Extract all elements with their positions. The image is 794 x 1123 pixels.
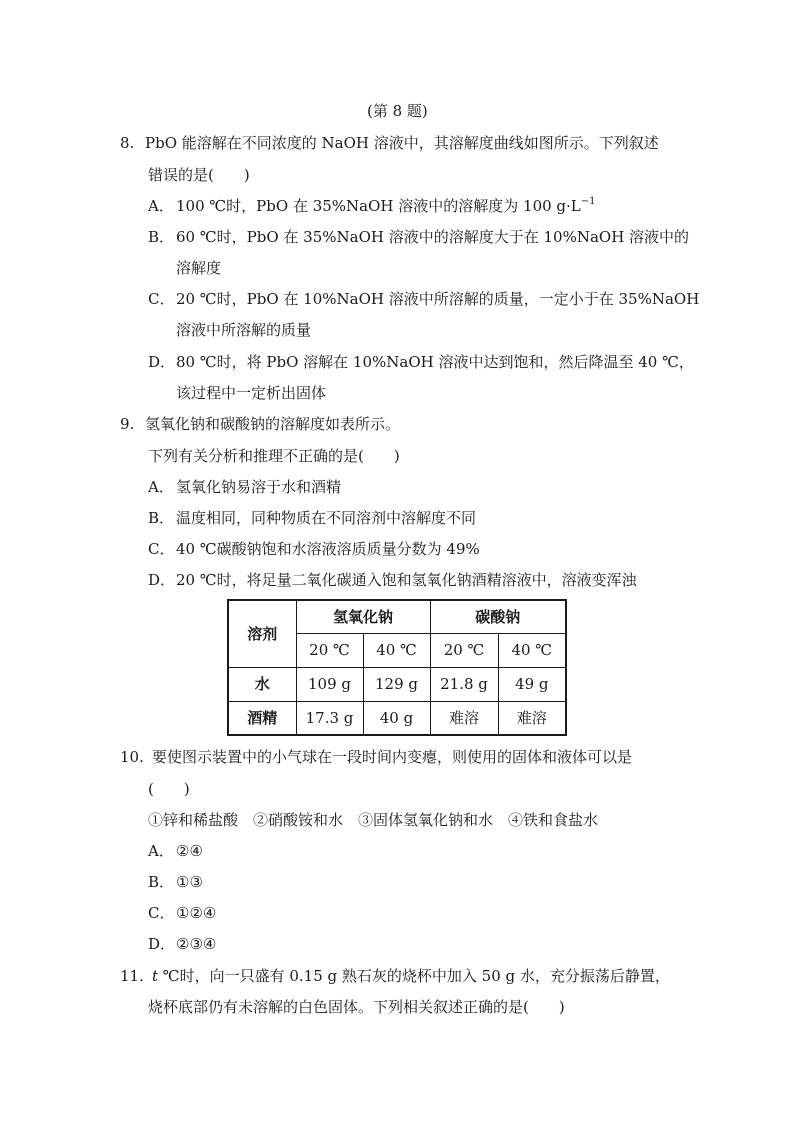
q9-number: 9. <box>120 415 135 433</box>
q10-option-d-label: D． <box>148 935 176 953</box>
q8-option-d-line-2: 该过程中一定析出固体 <box>176 384 327 402</box>
q9-option-d-text: 20 ℃时，将足量二氧化碳通入饱和氢氧化钠酒精溶液中，溶液变浑浊 <box>176 571 637 589</box>
q8-option-c-line-2: 溶液中所溶解的质量 <box>176 321 312 339</box>
q8-option-b-line-2: 溶解度 <box>176 259 222 277</box>
q8-option-a-main: 100 ℃时，PbO 在 35%NaOH 溶液中的溶解度为 100 g·L <box>176 197 581 215</box>
q11-number: 11. <box>120 967 144 985</box>
q11-stem-line-2: 烧杯底部仍有未溶解的白色固体。下列相关叙述正确的是( ) <box>148 998 565 1016</box>
q11-stem-line-1-text: ℃时，向一只盛有 0.15 g 熟石灰的烧杯中加入 50 g 水，充分振荡后静置， <box>158 967 670 985</box>
q10-option-b-label: B． <box>148 873 175 891</box>
table-cell: 难溶 <box>430 701 498 735</box>
q8-number: 8. <box>120 134 135 152</box>
q9-option-d-label: D． <box>148 571 176 589</box>
q9-stem-line-2: 下列有关分析和推理不正确的是( ) <box>148 447 400 465</box>
q10-option-d-text: ②③④ <box>176 935 217 953</box>
q11-temperature-variable: t <box>152 967 159 985</box>
q9-option-c-text: 40 ℃碳酸钠饱和水溶液溶质质量分数为 49% <box>176 540 480 558</box>
table-cell-solvent-water: 水 <box>228 667 296 701</box>
table-row <box>228 667 566 701</box>
table-cell-solvent-alcohol: 酒精 <box>228 701 296 735</box>
q8-option-b-line-1: 60 ℃时，PbO 在 35%NaOH 溶液中的溶解度大于在 10%NaOH 溶液中的 <box>176 228 690 246</box>
table-header-na2co3: 碳酸钠 <box>430 600 566 633</box>
q8-option-d-line-1: 80 ℃时，将 PbO 溶解在 10%NaOH 溶液中达到饱和，然后降温至 40 ℃， <box>176 353 694 371</box>
table-header-naoh: 氢氧化钠 <box>296 600 430 633</box>
q8-stem-line-1: PbO 能溶解在不同浓度的 NaOH 溶液中，其溶解度曲线如图所示。下列叙述 <box>145 134 659 152</box>
table-cell: 129 g <box>363 667 430 701</box>
table-header-naoh-40c: 40 ℃ <box>363 633 430 667</box>
table-header-solvent: 溶剂 <box>228 600 296 667</box>
figure-caption: (第 8 题) <box>367 102 428 120</box>
table-header-naoh-20c: 20 ℃ <box>296 633 363 667</box>
table-cell: 难溶 <box>498 701 566 735</box>
q9-option-a-text: 氢氧化钠易溶于水和酒精 <box>176 478 342 496</box>
q8-option-b-label: B． <box>148 228 175 246</box>
q10-stem-line-1: 要使图示装置中的小气球在一段时间内变瘪，则使用的固体和液体可以是 <box>152 748 633 766</box>
q9-option-a-label: A． <box>148 478 174 496</box>
solubility-table <box>227 599 567 736</box>
q8-option-d-label: D． <box>148 353 176 371</box>
table-header-row <box>228 600 566 633</box>
q10-number: 10. <box>120 748 144 766</box>
table-row <box>228 701 566 735</box>
q10-option-b-text: ①③ <box>176 873 203 891</box>
q8-option-a-text <box>176 196 596 216</box>
q9-option-b-text: 温度相同，同种物质在不同溶剂中溶解度不同 <box>176 509 477 527</box>
table-cell: 109 g <box>296 667 363 701</box>
table-cell: 40 g <box>363 701 430 735</box>
q9-stem-line-1: 氢氧化钠和碳酸钠的溶解度如表所示。 <box>145 415 401 433</box>
q9-option-b-label: B． <box>148 509 175 527</box>
q10-option-a-label: A． <box>148 842 174 860</box>
q8-option-c-label: C． <box>148 290 175 308</box>
q8-stem-line-2: 错误的是( ) <box>148 166 250 184</box>
q10-option-c-label: C． <box>148 904 175 922</box>
q10-option-a-text: ②④ <box>176 842 203 860</box>
table-cell: 17.3 g <box>296 701 363 735</box>
q8-option-a-label: A． <box>148 197 174 215</box>
q8-option-c-line-1: 20 ℃时，PbO 在 10%NaOH 溶液中所溶解的质量，一定小于在 35%NaOH <box>176 290 700 308</box>
table-header-na2co3-20c: 20 ℃ <box>430 633 498 667</box>
table-cell: 21.8 g <box>430 667 498 701</box>
q9-option-c-label: C． <box>148 540 175 558</box>
table-cell: 49 g <box>498 667 566 701</box>
q10-option-c-text: ①②④ <box>176 904 217 922</box>
table-header-na2co3-40c: 40 ℃ <box>498 633 566 667</box>
q10-stem-line-2: ( ) <box>148 780 190 798</box>
q8-option-a-superscript: −1 <box>580 196 596 207</box>
q10-choices-line: ①锌和稀盐酸 ②硝酸铵和水 ③固体氢氧化钠和水 ④铁和食盐水 <box>148 811 599 829</box>
q11-stem-line-1 <box>152 966 670 986</box>
